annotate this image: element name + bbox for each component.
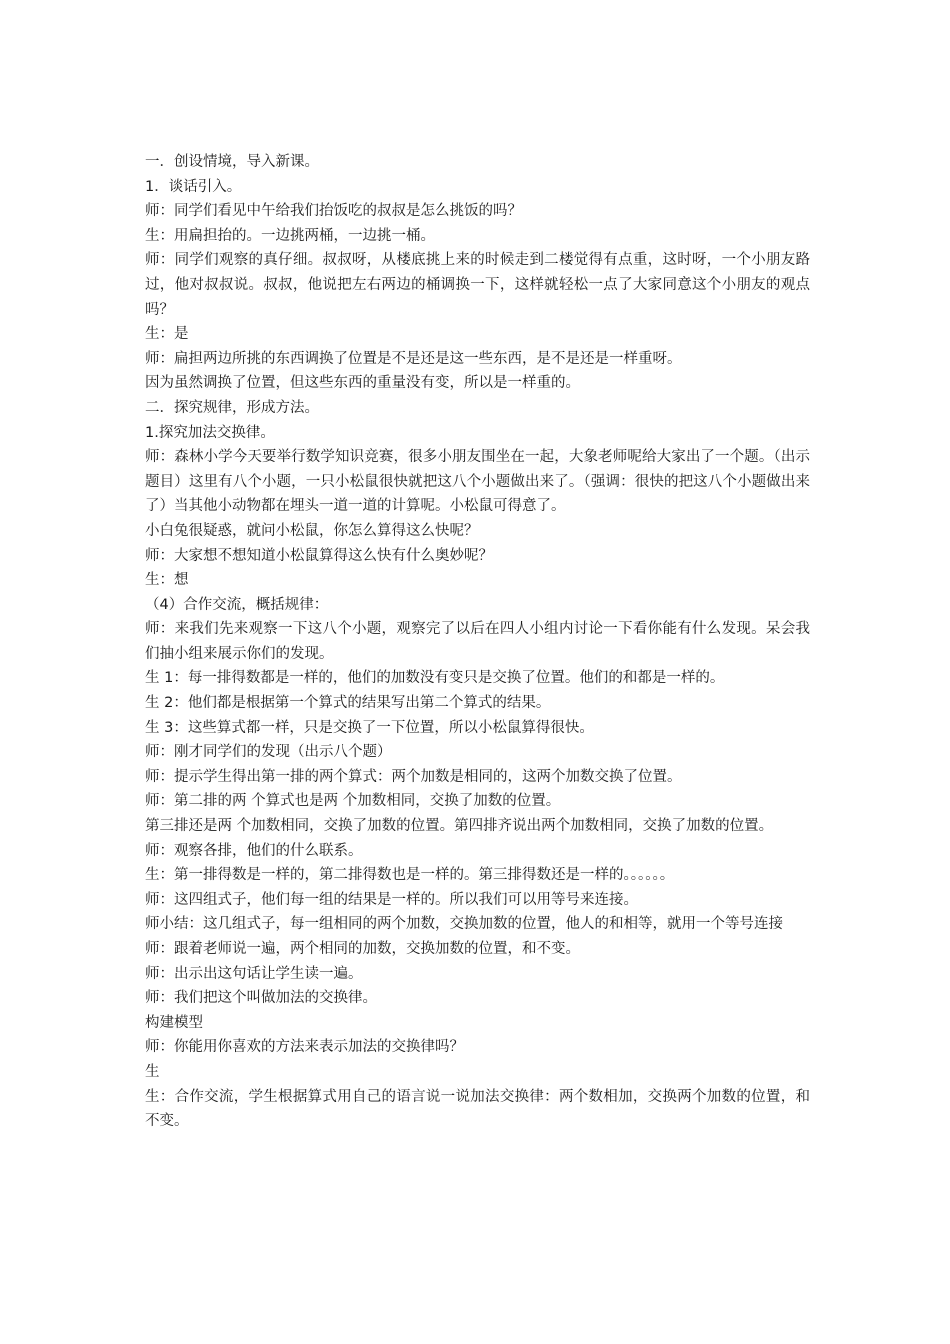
paragraph-29: 师：出示出这句话让学生读一遍。	[145, 965, 363, 982]
paragraph-10: 1.探究加法交换律。	[145, 424, 275, 441]
paragraph-26: 师：这四组式子，他们每一组的结果是一样的。所以我们可以用等号来连接。	[145, 891, 638, 908]
paragraph-25: 生：第一排得数是一样的，第二排得数也是一样的。第三排得数还是一样的。。。。。。	[145, 867, 675, 884]
paragraph-7: 师：扁担两边所挑的东西调换了位置是不是还是这一些东西，是不是还是一样重呀。	[145, 350, 682, 367]
paragraph-23: 第三排还是两 个加数相同，交换了加数的位置。第四排齐说出两个加数相同，交换了加数的位置。	[145, 818, 774, 835]
document-body	[145, 150, 810, 1134]
paragraph-1: 一．创设情境，导入新课。	[145, 154, 319, 170]
paragraph-34: 生：合作交流，学生根据算式用自己的语言说一说加法交换律：两个数相加，交换两个加数的位置，和不变。	[145, 1088, 810, 1130]
paragraph-32: 师：你能用你喜欢的方法来表示加法的交换律吗？	[145, 1039, 464, 1056]
paragraph-27: 师小结：这几组式子，每一组相同的两个加数，交换加数的位置，他人的和相等，就用一个等号连接	[145, 916, 783, 933]
paragraph-17: 生 1：每一排得数都是一样的，他们的加数没有变只是交换了位置。他们的和都是一样的。	[145, 670, 725, 687]
paragraph-30: 师：我们把这个叫做加法的交换律。	[145, 990, 377, 1007]
paragraph-18: 生 2：他们都是根据第一个算式的结果写出第二个算式的结果。	[145, 695, 551, 712]
paragraph-33: 生	[145, 1063, 160, 1080]
paragraph-15: （4）合作交流，概括规律：	[145, 596, 329, 613]
paragraph-9: 二．探究规律，形成方法。	[145, 399, 319, 416]
paragraph-11: 师：森林小学今天要举行数学知识竞赛，很多小朋友围坐在一起，大象老师呢给大家出了一个题。（出示题目）这里有八个小题，一只小松鼠很快就把这八个小题做出来了。（强调：很快的把这八个小题做出来了）当其他小动物都在埋头一道一道的计算呢。小松鼠可得意了。	[145, 449, 810, 515]
paragraph-3: 师：同学们看见中午给我们抬饭吃的叔叔是怎么挑饭的吗？	[145, 203, 522, 220]
paragraph-19: 生 3：这些算式都一样，只是交换了一下位置，所以小松鼠算得很快。	[145, 719, 594, 736]
paragraph-5: 师：同学们观察的真仔细。叔叔呀，从楼底挑上来的时候走到二楼觉得有点重，这时呀，一个小朋友路过，他对叔叔说。叔叔，他说把左右两边的桶调换一下，这样就轻松一点了大家同意这个小朋友的观点吗？	[145, 252, 810, 318]
paragraph-4: 生：用扁担抬的。一边挑两桶，一边挑一桶。	[145, 227, 435, 244]
paragraph-22: 师：第二排的两 个算式也是两 个加数相同，交换了加数的位置。	[145, 793, 561, 810]
paragraph-24: 师：观察各排，他们的什么联系。	[145, 842, 363, 859]
paragraph-14: 生：想	[145, 572, 189, 589]
paragraph-20: 师：刚才同学们的发现（出示八个题）	[145, 744, 392, 761]
paragraph-16: 师：来我们先来观察一下这八个小题，观察完了以后在四人小组内讨论一下看你能有什么发现。呆会我们抽小组来展示你们的发现。	[145, 621, 810, 662]
paragraph-6: 生：是	[145, 326, 189, 343]
paragraph-2: 1．谈话引入。	[145, 178, 242, 195]
paragraph-8: 因为虽然调换了位置，但这些东西的重量没有变，所以是一样重的。	[145, 375, 580, 392]
paragraph-12: 小白兔很疑惑，就问小松鼠，你怎么算得这么快呢？	[145, 522, 479, 539]
paragraph-21: 师：提示学生得出第一排的两个算式：两个加数是相同的，这两个加数交换了位置。	[145, 768, 682, 785]
paragraph-13: 师：大家想不想知道小松鼠算得这么快有什么奥妙呢？	[145, 547, 493, 564]
paragraph-31: 构建模型	[145, 1014, 203, 1031]
paragraph-28: 师：跟着老师说一遍，两个相同的加数，交换加数的位置，和不变。	[145, 941, 580, 957]
